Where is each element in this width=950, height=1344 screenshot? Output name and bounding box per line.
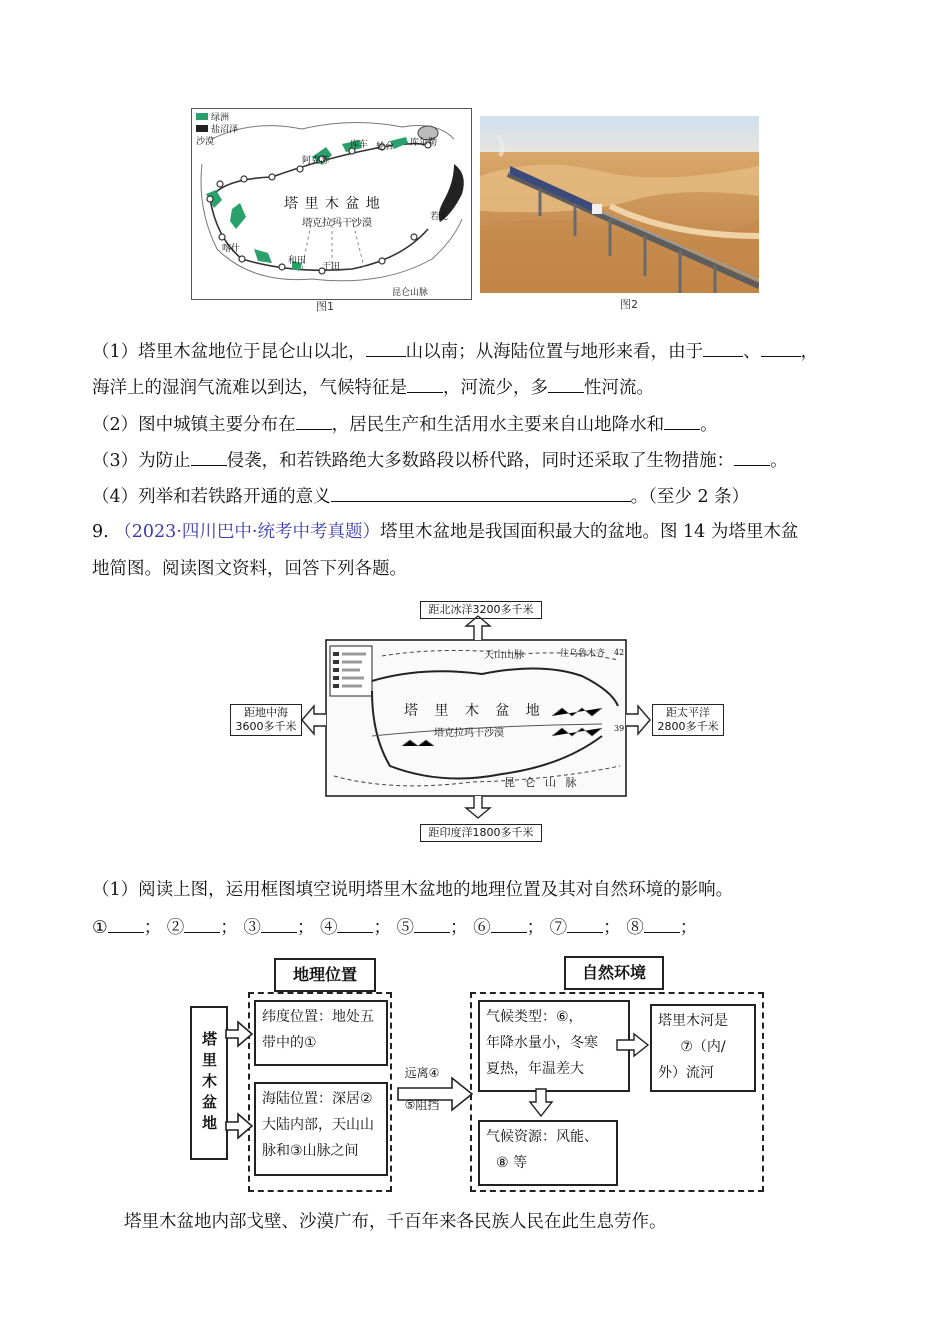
figure-2-photo bbox=[480, 116, 759, 293]
answer-blank[interactable] bbox=[337, 914, 373, 933]
figure-1-caption: 图1 bbox=[316, 300, 334, 313]
q9-sub-1: （1）阅读上图，运用框图填空说明塔里木盆地的地理位置及其对自然环境的影响。 bbox=[92, 880, 734, 900]
legend-desert: 沙漠 bbox=[196, 137, 215, 147]
answer-blank[interactable] bbox=[331, 483, 631, 502]
mountain-label: 昆仑山脉 bbox=[392, 288, 429, 298]
city-label: 若羌 bbox=[430, 212, 449, 222]
right-arrow-svg bbox=[616, 1032, 650, 1058]
answer-blank[interactable] bbox=[491, 914, 527, 933]
left-arrows-svg bbox=[224, 1014, 254, 1144]
map-desert-label: 塔克拉玛干沙漠 bbox=[434, 728, 504, 739]
natural-environment-header: 自然环境 bbox=[564, 956, 664, 990]
desert-label: 塔克拉玛干沙漠 bbox=[302, 218, 372, 229]
q9-stem-line-2: 地简图。阅读图文资料，回答下列各题。 bbox=[92, 559, 407, 579]
label-north-arctic: 距北冰洋3200多千米 bbox=[420, 601, 542, 619]
legend-salt-marsh: 盐沼泽 bbox=[196, 124, 238, 136]
q8-item-4: （4）列举和若铁路开通的意义 。（至少 2 条） bbox=[92, 483, 749, 509]
answer-blank[interactable] bbox=[567, 914, 603, 933]
q9-closing-text: 塔里木盆地内部戈壁、沙漠广布，千百年来各民族人民在此生息劳作。 bbox=[124, 1212, 667, 1232]
map-tianshan-label: 天山山脉 bbox=[484, 650, 524, 661]
map-kunlun-label: 昆 仑 山 脉 bbox=[504, 776, 580, 789]
climate-type-box: 气候类型：⑥， 年降水量小，冬寒 夏热，年温差大 bbox=[478, 1000, 630, 1092]
sea-land-position-box: 海陆位置：深居② 大陆内部，天山山 脉和③山脉之间 bbox=[254, 1082, 388, 1176]
latitude-position-box: 纬度位置：地处五带中的① bbox=[254, 1000, 388, 1066]
answer-blank[interactable] bbox=[734, 447, 770, 466]
legend-oasis: 绿洲 bbox=[196, 112, 238, 124]
q9-basin-map bbox=[222, 596, 732, 846]
city-label: 于田 bbox=[322, 262, 341, 272]
city-label: 轮台 bbox=[376, 142, 395, 152]
q8-item-1-line-2: 海洋上的湿润气流难以到达，气候特征是 ，河流少，多 性河流。 bbox=[92, 374, 654, 400]
answer-blank[interactable] bbox=[108, 914, 144, 933]
q9-stem-line-1: 9. （2023·四川巴中·统考中考真题）塔里木盆地是我国面积最大的盆地。图 14 为塔里木盆 bbox=[92, 522, 799, 542]
down-arrow-svg bbox=[528, 1088, 554, 1118]
q8-item-1-line-1: （1）塔里木盆地位于昆仑山以北， 山以南；从海陆位置与地形来看，由于 、 ， bbox=[92, 338, 818, 364]
q9-blanks-row: ① ； ② ； ③ ； ④ ； ⑤ ； ⑥ ； ⑦ ； ⑧ ； bbox=[92, 914, 697, 940]
figure-2-caption: 图2 bbox=[620, 298, 638, 311]
answer-blank[interactable] bbox=[366, 338, 406, 357]
map-lat-42: 42 bbox=[614, 648, 625, 657]
basin-label: 塔 里 木 盆 地 bbox=[284, 196, 381, 212]
figure-1-map bbox=[191, 108, 472, 300]
answer-blank[interactable] bbox=[261, 914, 297, 933]
geo-position-header: 地理位置 bbox=[274, 958, 376, 992]
answer-blank[interactable] bbox=[548, 374, 584, 393]
map-lat-39: 39 bbox=[614, 724, 625, 733]
q8-item-3: （3）为防止 侵袭，和若铁路绝大多数路段以桥代路，同时还采取了生物措施： 。 bbox=[92, 447, 788, 473]
q8-item-2: （2）图中城镇主要分布在 ，居民生产和生活用水主要来自山地降水和 。 bbox=[92, 411, 718, 437]
answer-blank[interactable] bbox=[184, 914, 220, 933]
arrow-label-far-from: 远离④ bbox=[404, 1066, 440, 1080]
question-source-link[interactable]: （2023·四川巴中·统考中考真题） bbox=[114, 522, 380, 542]
answer-blank[interactable] bbox=[191, 447, 227, 466]
answer-blank[interactable] bbox=[761, 338, 801, 357]
answer-blank[interactable] bbox=[407, 374, 443, 393]
answer-blank[interactable] bbox=[703, 338, 743, 357]
answer-blank[interactable] bbox=[664, 411, 700, 430]
q9-flow-diagram bbox=[188, 954, 768, 1198]
arrow-label-blocked: ⑤阻挡 bbox=[404, 1098, 440, 1112]
railway-desert-photo bbox=[480, 116, 759, 293]
city-label: 和田 bbox=[288, 256, 307, 266]
question-number: 9. bbox=[92, 522, 109, 542]
label-south-indian: 距印度洋1800多千米 bbox=[420, 824, 542, 842]
map-basin-label: 塔 里 木 盆 地 bbox=[404, 703, 546, 719]
label-west-mediterranean: 距地中海 3600多千米 bbox=[230, 704, 302, 736]
city-label: 库车 bbox=[350, 140, 369, 150]
answer-blank[interactable] bbox=[644, 914, 680, 933]
climate-resources-box: 气候资源：风能、 ⑧ 等 bbox=[478, 1120, 618, 1186]
tarim-river-box: 塔里木河是 ⑦（内/ 外）流河 bbox=[650, 1004, 756, 1092]
map-legend bbox=[196, 112, 238, 148]
city-label: 喀什 bbox=[222, 244, 241, 254]
city-label: 库尔勒 bbox=[410, 138, 438, 148]
city-label: 阿克苏 bbox=[302, 156, 330, 166]
label-east-pacific: 距太平洋 2800多千米 bbox=[652, 704, 724, 736]
map-urumqi-label: 往乌鲁木齐 bbox=[560, 649, 606, 659]
answer-blank[interactable] bbox=[414, 914, 450, 933]
diagram-left-title: 塔里木盆地 bbox=[190, 1006, 228, 1160]
answer-blank[interactable] bbox=[296, 411, 332, 430]
